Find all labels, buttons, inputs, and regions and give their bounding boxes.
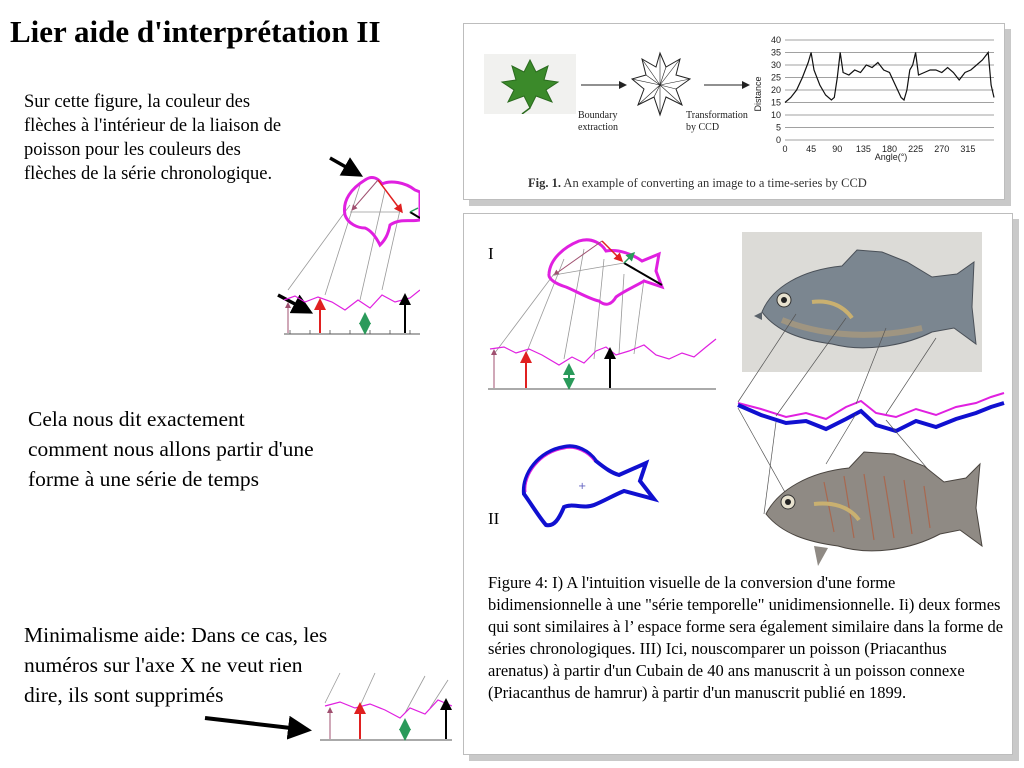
x-tick-label: 0 xyxy=(782,144,788,154)
y-tick-label: 5 xyxy=(775,122,781,133)
label-roman-1: I xyxy=(488,244,494,263)
caption-text: An example of converting an image to a time-series by CCD xyxy=(563,176,867,190)
slide-title: Lier aide d'interprétation II xyxy=(10,14,381,49)
y-axis-label: Distance xyxy=(753,76,763,112)
arrow-right-icon xyxy=(579,79,629,91)
middle-text: Cela nous dit exactement comment nous allons partir d'une forme à une série de temps xyxy=(28,407,314,491)
label-roman-2: II xyxy=(488,509,500,528)
y-tick-label: 30 xyxy=(770,60,781,70)
figure-1-caption xyxy=(528,176,867,191)
svg-text:+: + xyxy=(578,481,587,492)
y-tick-label: 20 xyxy=(770,85,781,95)
leaf-image xyxy=(484,54,576,114)
boundary-extraction-label: Boundary extraction xyxy=(578,110,618,133)
y-tick-label: 0 xyxy=(775,135,781,145)
figure-1-panel xyxy=(463,23,1005,200)
ccd-transformation-label: Transformation by CCD xyxy=(686,110,748,133)
arrow-right-icon xyxy=(702,79,752,91)
x-tick-label: 270 xyxy=(934,144,950,154)
x-tick-label: 180 xyxy=(881,144,898,154)
minimal-series-diagram xyxy=(190,668,452,748)
boundary-outline-icon xyxy=(630,49,692,121)
fish-photo-priacanthus-hamrur xyxy=(754,442,984,570)
x-tick-label: 45 xyxy=(806,144,817,154)
y-tick-label: 10 xyxy=(770,110,781,120)
caption-prefix: Fig. 1. xyxy=(528,176,561,190)
figure-4-caption: Figure 4: I) A l'intuition visuelle de la conversion d'une forme bidimensionnelle à une "série temporelle" unidimensionnelle. Ii) deux formes qui sont similaires à l’ espace forme sera également similaire dans la forme de séries chronologiques. III) Ici, nouscomparer un poisson (Priacanthus arenatus) à partir d'un Cubain de 40 ans manuscrit à un poisson connexe (Priacanthus de hamrur) à partir d'un manuscrit publié en 1899. xyxy=(488,573,1004,702)
fish-to-series-diagram xyxy=(484,229,724,399)
y-tick-label: 25 xyxy=(770,72,781,83)
x-tick-label: 315 xyxy=(960,144,976,154)
left-fish-diagram xyxy=(270,150,420,340)
x-tick-label: 225 xyxy=(908,144,924,154)
ccd-distance-chart xyxy=(749,32,999,166)
y-tick-label: 40 xyxy=(770,35,781,45)
x-tick-label: 90 xyxy=(832,144,843,154)
minimalism-text: Minimalisme aide: Dans ce cas, les numéros sur l'axe X ne veut rien dire, ils sont supprimés xyxy=(24,623,328,707)
x-axis-label: Angle(°) xyxy=(874,152,908,162)
y-tick-label: 15 xyxy=(770,97,781,108)
overlapping-fish-outlines xyxy=(514,439,664,529)
y-tick-label: 35 xyxy=(770,47,781,58)
figure-4-panel xyxy=(463,213,1013,755)
intro-text: Sur cette figure, la couleur des flèches à l'intérieur de la liaison de poisson pour les couleurs des flèches de la série chronologique. xyxy=(24,92,282,184)
x-tick-label: 135 xyxy=(855,144,871,154)
